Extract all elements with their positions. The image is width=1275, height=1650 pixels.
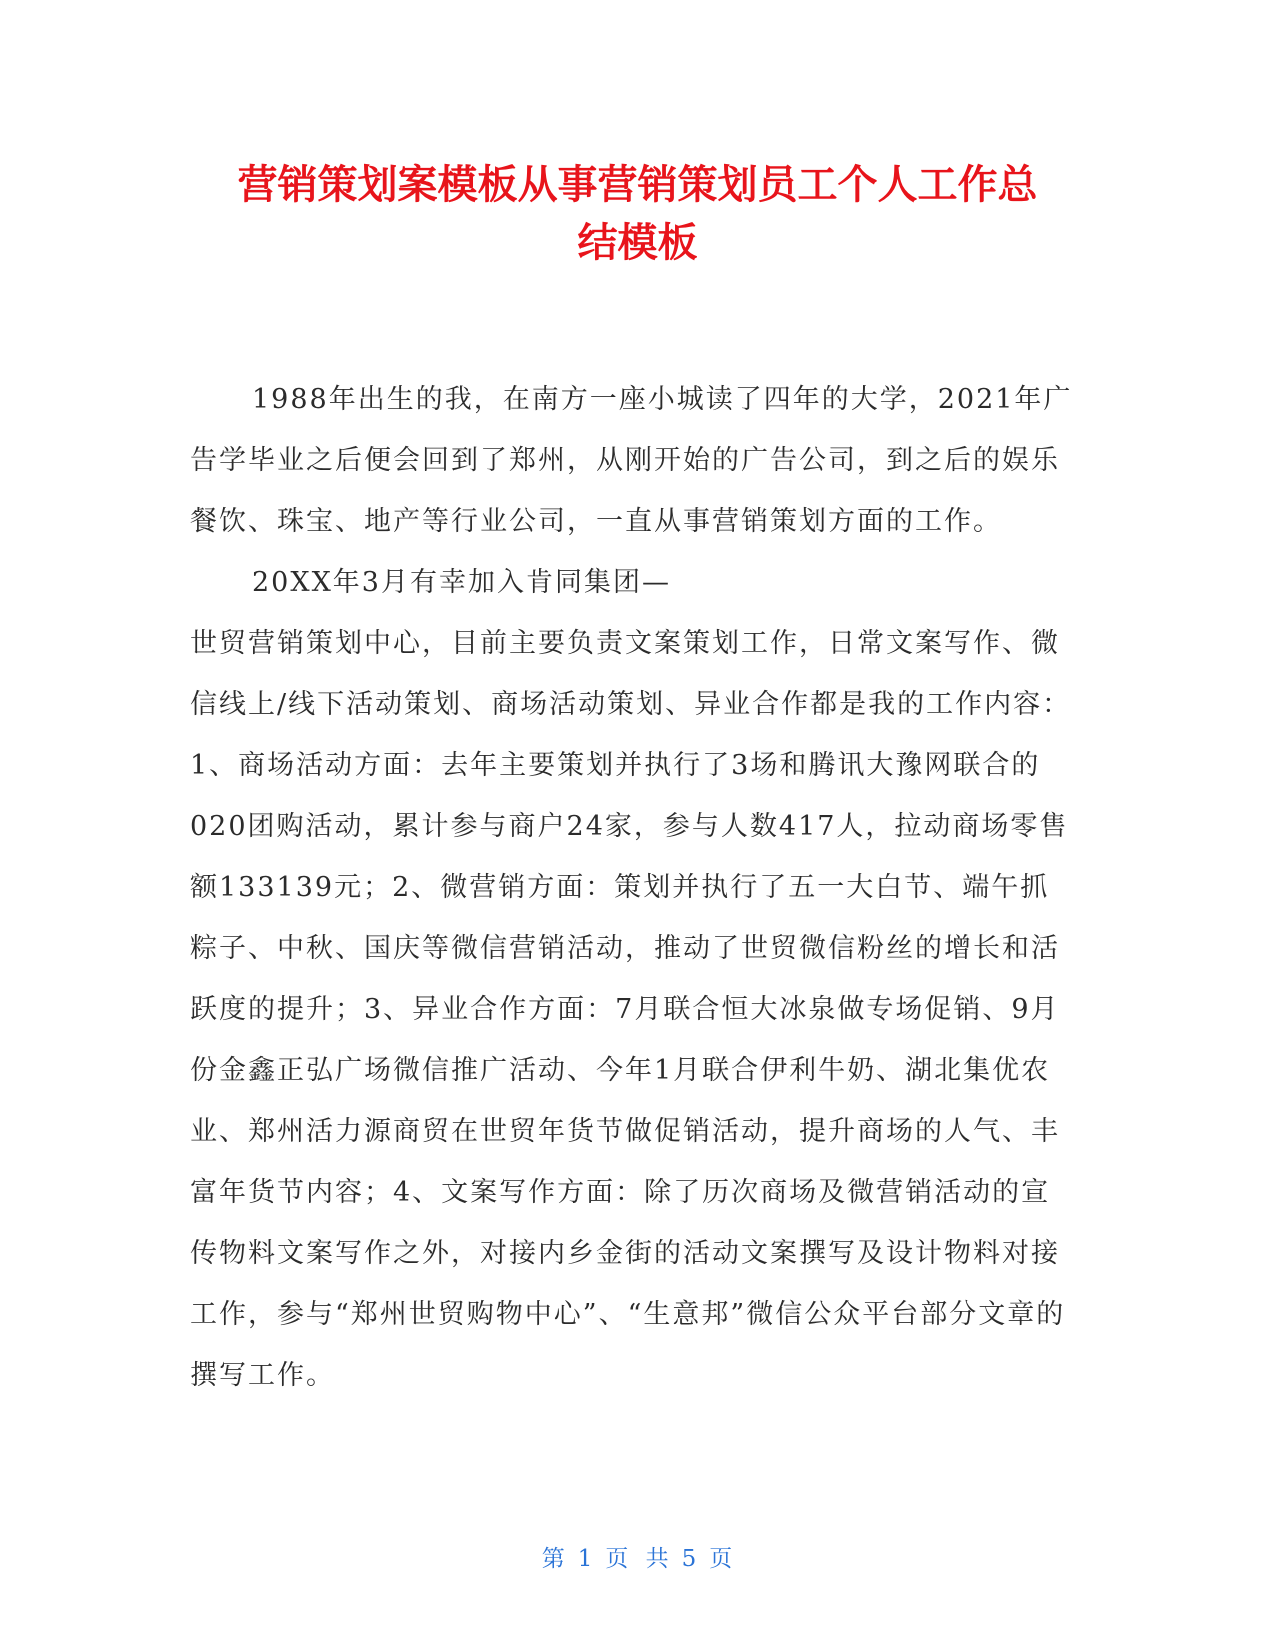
page-label-prefix: 第 [541,1546,566,1572]
title-line-2: 结模板 [577,220,698,266]
document-title [170,156,1105,272]
title-line-1: 营销策划案模板从事营销策划员工个人工作总 [237,162,1038,208]
paragraph-3: 世贸营销策划中心，目前主要负责文案策划工作，日常文案写作、微信线上/线下活动策划、商场活动策划、异业合作都是我的工作内容：1、商场活动方面：去年主要策划并执行了3场和腾讯大豫网联合的020团购活动，累计参与商户24家，参与人数417人，拉动商场零售额133139元；2、微营销方面：策划并执行了五一大白节、端午抓粽子、中秋、国庆等微信营销活动，推动了世贸微信粉丝的增长和活跃度的提升；3、异业合作方面：7月联合恒大冰泉做专场促销、9月份金鑫正弘广场微信推广活动、今年1月联合伊利牛奶、湖北集优农业、郑州活力源商贸在世贸年货节做促销活动，提升商场的人气、丰富年货节内容；4、文案写作方面：除了历次商场及微营销活动的宣传物料文案写作之外，对接内乡金街的活动文案撰写及设计物料对接工作，参与“郑州世贸购物中心”、“生意邦”微信公众平台部分文章的撰写工作。 [190,628,1072,1391]
current-page-number: 1 [577,1546,594,1572]
page-label-mid: 页 共 [605,1546,670,1572]
paragraph-1: 1988年出生的我，在南方一座小城读了四年的大学，2021年广告学毕业之后便会回到了郑州，从刚开始的广告公司，到之后的娱乐餐饮、珠宝、地产等行业公司，一直从事营销策划方面的工作。 [190,384,1073,537]
document-body [190,369,1078,1406]
page-label-suffix: 页 [709,1546,734,1572]
page-footer [0,1540,1275,1573]
total-pages-number: 5 [681,1546,698,1572]
paragraph-2: 20XX年3月有幸加入肯同集团— [252,567,671,598]
